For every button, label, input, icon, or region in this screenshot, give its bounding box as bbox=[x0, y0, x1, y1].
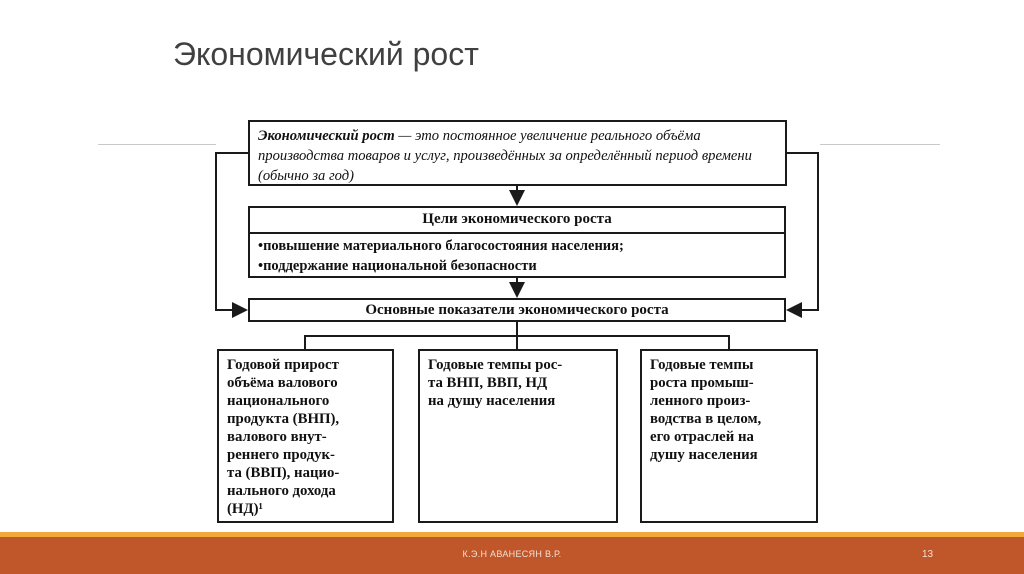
goal-item: • повышение материального благосостояния населения; bbox=[258, 236, 776, 256]
indicator-text: Годовые темпы роста промыш- ленного произ- водства в целом, его отраслей на душу населения bbox=[650, 357, 762, 463]
indicator-text: Годовой прирост объёма валового национального продукта (ВНП), валового внут- реннего продук- та (ВВП), нацио- нального дохода (НД)¹ bbox=[227, 357, 340, 517]
footer-author: К.Э.Н АВАНЕСЯН В.Р. bbox=[462, 549, 562, 559]
goals-heading: Цели экономического роста bbox=[250, 208, 784, 234]
goals-box bbox=[248, 206, 786, 278]
indicators-heading: Основные показатели экономического роста bbox=[365, 302, 669, 318]
indicator-box-per-capita-rates bbox=[418, 349, 618, 523]
definition-text: — это постоянное увеличение реального объёма производства товаров и услуг, произведённых за определённый период времени (обычно за год) bbox=[258, 128, 752, 184]
page-number: 13 bbox=[922, 549, 934, 560]
indicator-box-industrial-rates bbox=[640, 349, 818, 523]
arrow-left-bypass bbox=[216, 153, 248, 310]
indicator-text: Годовые темпы рос- та ВНП, ВВП, НД на душу населения bbox=[428, 357, 563, 409]
goal-item: • поддержание национальной безопасности bbox=[258, 256, 776, 276]
definition-box bbox=[248, 120, 787, 186]
definition-term: Экономический рост bbox=[258, 128, 395, 144]
indicators-heading-box bbox=[248, 298, 786, 322]
slide-title: Экономический рост bbox=[173, 36, 479, 72]
footer-bar bbox=[0, 537, 1024, 574]
arrow-right-bypass bbox=[786, 153, 818, 310]
goals-list bbox=[250, 234, 784, 278]
indicator-box-gross-growth bbox=[217, 349, 394, 523]
